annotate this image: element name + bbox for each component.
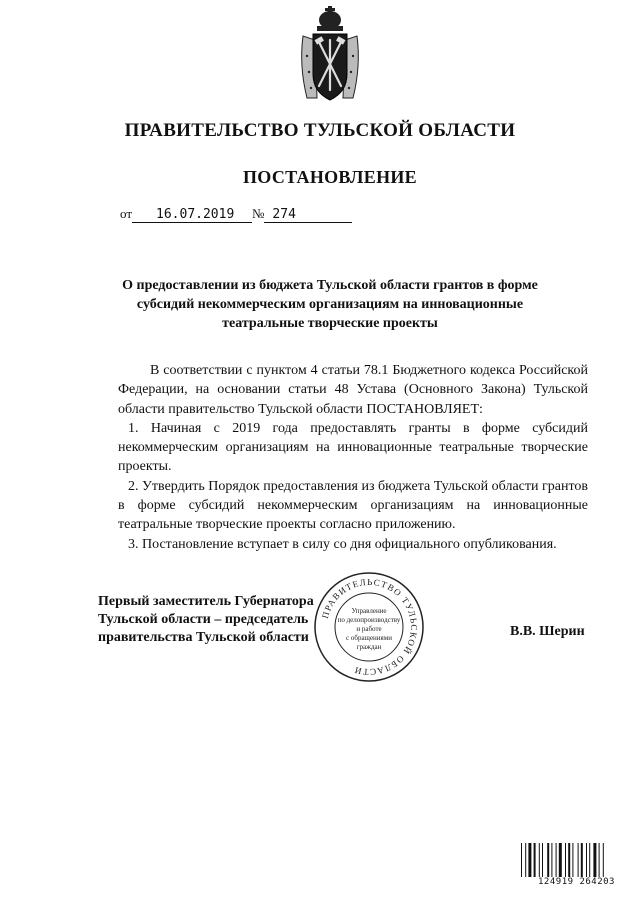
item-paragraph-3: 3. Постановление вступает в силу со дня официального опубликования. bbox=[128, 536, 557, 552]
document-body bbox=[118, 361, 588, 554]
stamp-ring-text: ПРАВИТЕЛЬСТВО ТУЛЬСКОЙ ОБЛАСТИ bbox=[319, 576, 420, 678]
document-date: 16.07.2019 bbox=[132, 207, 252, 223]
position-line: Тульской области – председатель bbox=[98, 612, 309, 627]
barcode-block bbox=[520, 843, 633, 887]
barcode-number: 124919 264203 bbox=[538, 877, 615, 887]
signatory-name: В.В. Шерин bbox=[510, 624, 585, 639]
signatory-position bbox=[98, 593, 314, 647]
stamp-center-line: Управление bbox=[351, 607, 387, 615]
item-paragraph-2: 2. Утвердить Порядок предоставления из бюджета Тульской области грантов в форме субсидий некоммерческим организациям на инновационные театральные творческие проекты согласно приложению. bbox=[118, 478, 588, 533]
position-line: Первый заместитель Губернатора bbox=[98, 594, 314, 609]
stamp-center-line: по делопроизводству bbox=[337, 616, 401, 624]
barcode-icon bbox=[520, 843, 633, 877]
official-stamp bbox=[313, 571, 425, 683]
position-line: правительства Тульской области bbox=[98, 630, 309, 645]
document-subject: О предоставлении из бюджета Тульской области грантов в форме субсидий некоммерческим организациям на инновационные театральные творческие проекты bbox=[122, 278, 538, 331]
stamp-center-line: с обращениями bbox=[346, 634, 392, 642]
stamp-center-line: и работе bbox=[356, 625, 382, 633]
document-number: 274 bbox=[264, 207, 352, 223]
registration-line bbox=[120, 206, 352, 223]
preamble-paragraph: В соответствии с пунктом 4 статьи 78.1 Бюджетного кодекса Российской Федерации, на основании статьи 48 Устава (Основного Закона) Тульской области правительство Тульской области ПОСТАНОВЛЯЕТ: bbox=[118, 363, 588, 417]
date-prefix: от bbox=[120, 206, 133, 221]
item-paragraph-1: 1. Начиная с 2019 года предоставлять гранты в форме субсидий некоммерческим организациям на инновационные театральные творческие проекты. bbox=[118, 420, 588, 475]
organization-title: ПРАВИТЕЛЬСТВО ТУЛЬСКОЙ ОБЛАСТИ bbox=[124, 120, 516, 141]
coat-of-arms-icon bbox=[297, 6, 363, 104]
stamp-center-line: граждан bbox=[356, 643, 382, 651]
document-type: ПОСТАНОВЛЕНИЕ bbox=[243, 167, 417, 187]
number-prefix: № bbox=[252, 206, 265, 221]
